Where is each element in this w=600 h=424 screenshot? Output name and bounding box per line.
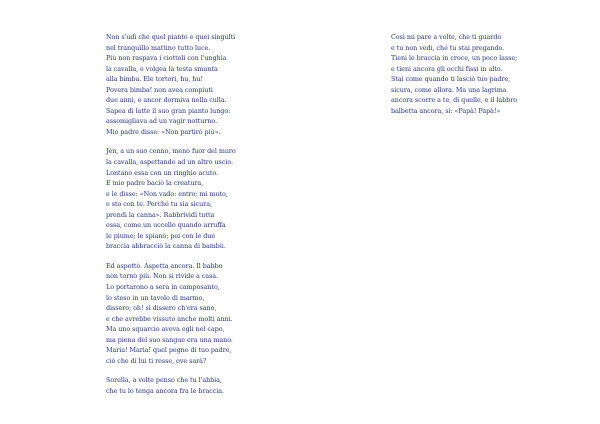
poem-line: Non s'udì che quel pianto e quei singulti: [106, 33, 236, 41]
poem-line: e le disse: «Non vado: entro; mi muto,: [106, 189, 228, 198]
poem-line: Mio padre disse: «Non partirò più».: [106, 127, 221, 136]
stanza: [391, 32, 551, 116]
poem-line: Così mi pare a volte, che ti guardo: [391, 33, 502, 41]
poem-line: le piume; le spianò; poi con le due: [106, 231, 216, 240]
poem-line: Sapea di latte il suo gran pianto lungo:: [106, 106, 231, 115]
stanza: [106, 146, 266, 251]
poem-line: sicura, come allora. Ma una lagrima: [391, 85, 507, 94]
poem-line: Maria! Maria! quel pegno di tuo padre,: [106, 346, 232, 355]
poem-line: essa, come un uccello quando arruffa: [106, 221, 226, 230]
poem-line: balbetta ancora, sì: «Papà! Papà!»: [391, 106, 501, 115]
poem-line: Sorella, a volte penso che tu l'abbia,: [106, 376, 222, 385]
poem-line: Lo portarono a sera in camposanto,: [106, 283, 220, 292]
poem-line: Più non raspava i ciottoli con l'unghia: [106, 54, 227, 63]
poem-line: ma piena del suo sangue era una mano.: [106, 335, 233, 344]
poem-line: braccia abbracciò la canna di bambù.: [106, 242, 226, 251]
poem-line: la cavalla, aspettando ad un altro uscio.: [106, 158, 233, 167]
poem-line: dissero; oh! sì dissero ch'era sano,: [106, 304, 217, 313]
poem-line: E mio padre baciò la creatura,: [106, 179, 204, 188]
poem-line: Jèn, a un suo cenno, menò fuor del muro: [106, 147, 236, 156]
poem-line: ciò che di lui ti resse, ove sarà?: [106, 356, 207, 365]
poem-line: che tu lo tenga ancora fra le braccia.: [106, 386, 225, 395]
poem-line: Ed aspettò. Aspetta ancora. Il babbo: [106, 261, 223, 270]
poem-line: e sto con te. Perché tu sia sicura,: [106, 200, 212, 209]
poem-line: e tu non vedi, ché tu stai pregando.: [391, 43, 505, 52]
poem-line: lo steso in un tavolo di marmo,: [106, 293, 205, 302]
poem-line: assomigliava ad un vagir notturno.: [106, 117, 218, 126]
poem-line: Povera bimba! non avea compiuti: [106, 85, 213, 94]
poem-line: e tieni ancora gli occhi fissi in alto.: [391, 64, 503, 73]
poem-line: nel tranquillo mattino tutto luce.: [106, 43, 211, 52]
poem-line: prendi la canna». Rabbrividì tutta: [106, 210, 215, 219]
poem-line: Ma uno squarcio aveva egli nel capo,: [106, 325, 225, 334]
poem-line: due anni, e ancor dormiva nella culla.: [106, 96, 227, 105]
poem-line: Lontanò essa con un ringhio acuto.: [106, 168, 219, 177]
poem-line: alla bimba. Ele tortori, hu, hu!: [106, 75, 203, 84]
stanza: [106, 261, 266, 366]
poem-right-column: [391, 32, 551, 125]
poem-line: e che avrebbe vissuto anche molti anni.: [106, 314, 233, 323]
stanza: [106, 375, 266, 396]
poem-left-column: [106, 32, 266, 406]
stanza: [106, 32, 266, 137]
poem-line: la cavalla, e volgea la testa smunta: [106, 64, 218, 73]
poem-line: Stai come quando ti lasciò tuo padre,: [391, 75, 511, 84]
poem-line: ancora scorre a te, di quelle, e il labbro: [391, 96, 517, 105]
poem-line: non tornò più. Non si rivide a casa.: [106, 272, 219, 281]
poem-line: Tieni le braccia in croce, un poco lasse;: [391, 54, 518, 63]
